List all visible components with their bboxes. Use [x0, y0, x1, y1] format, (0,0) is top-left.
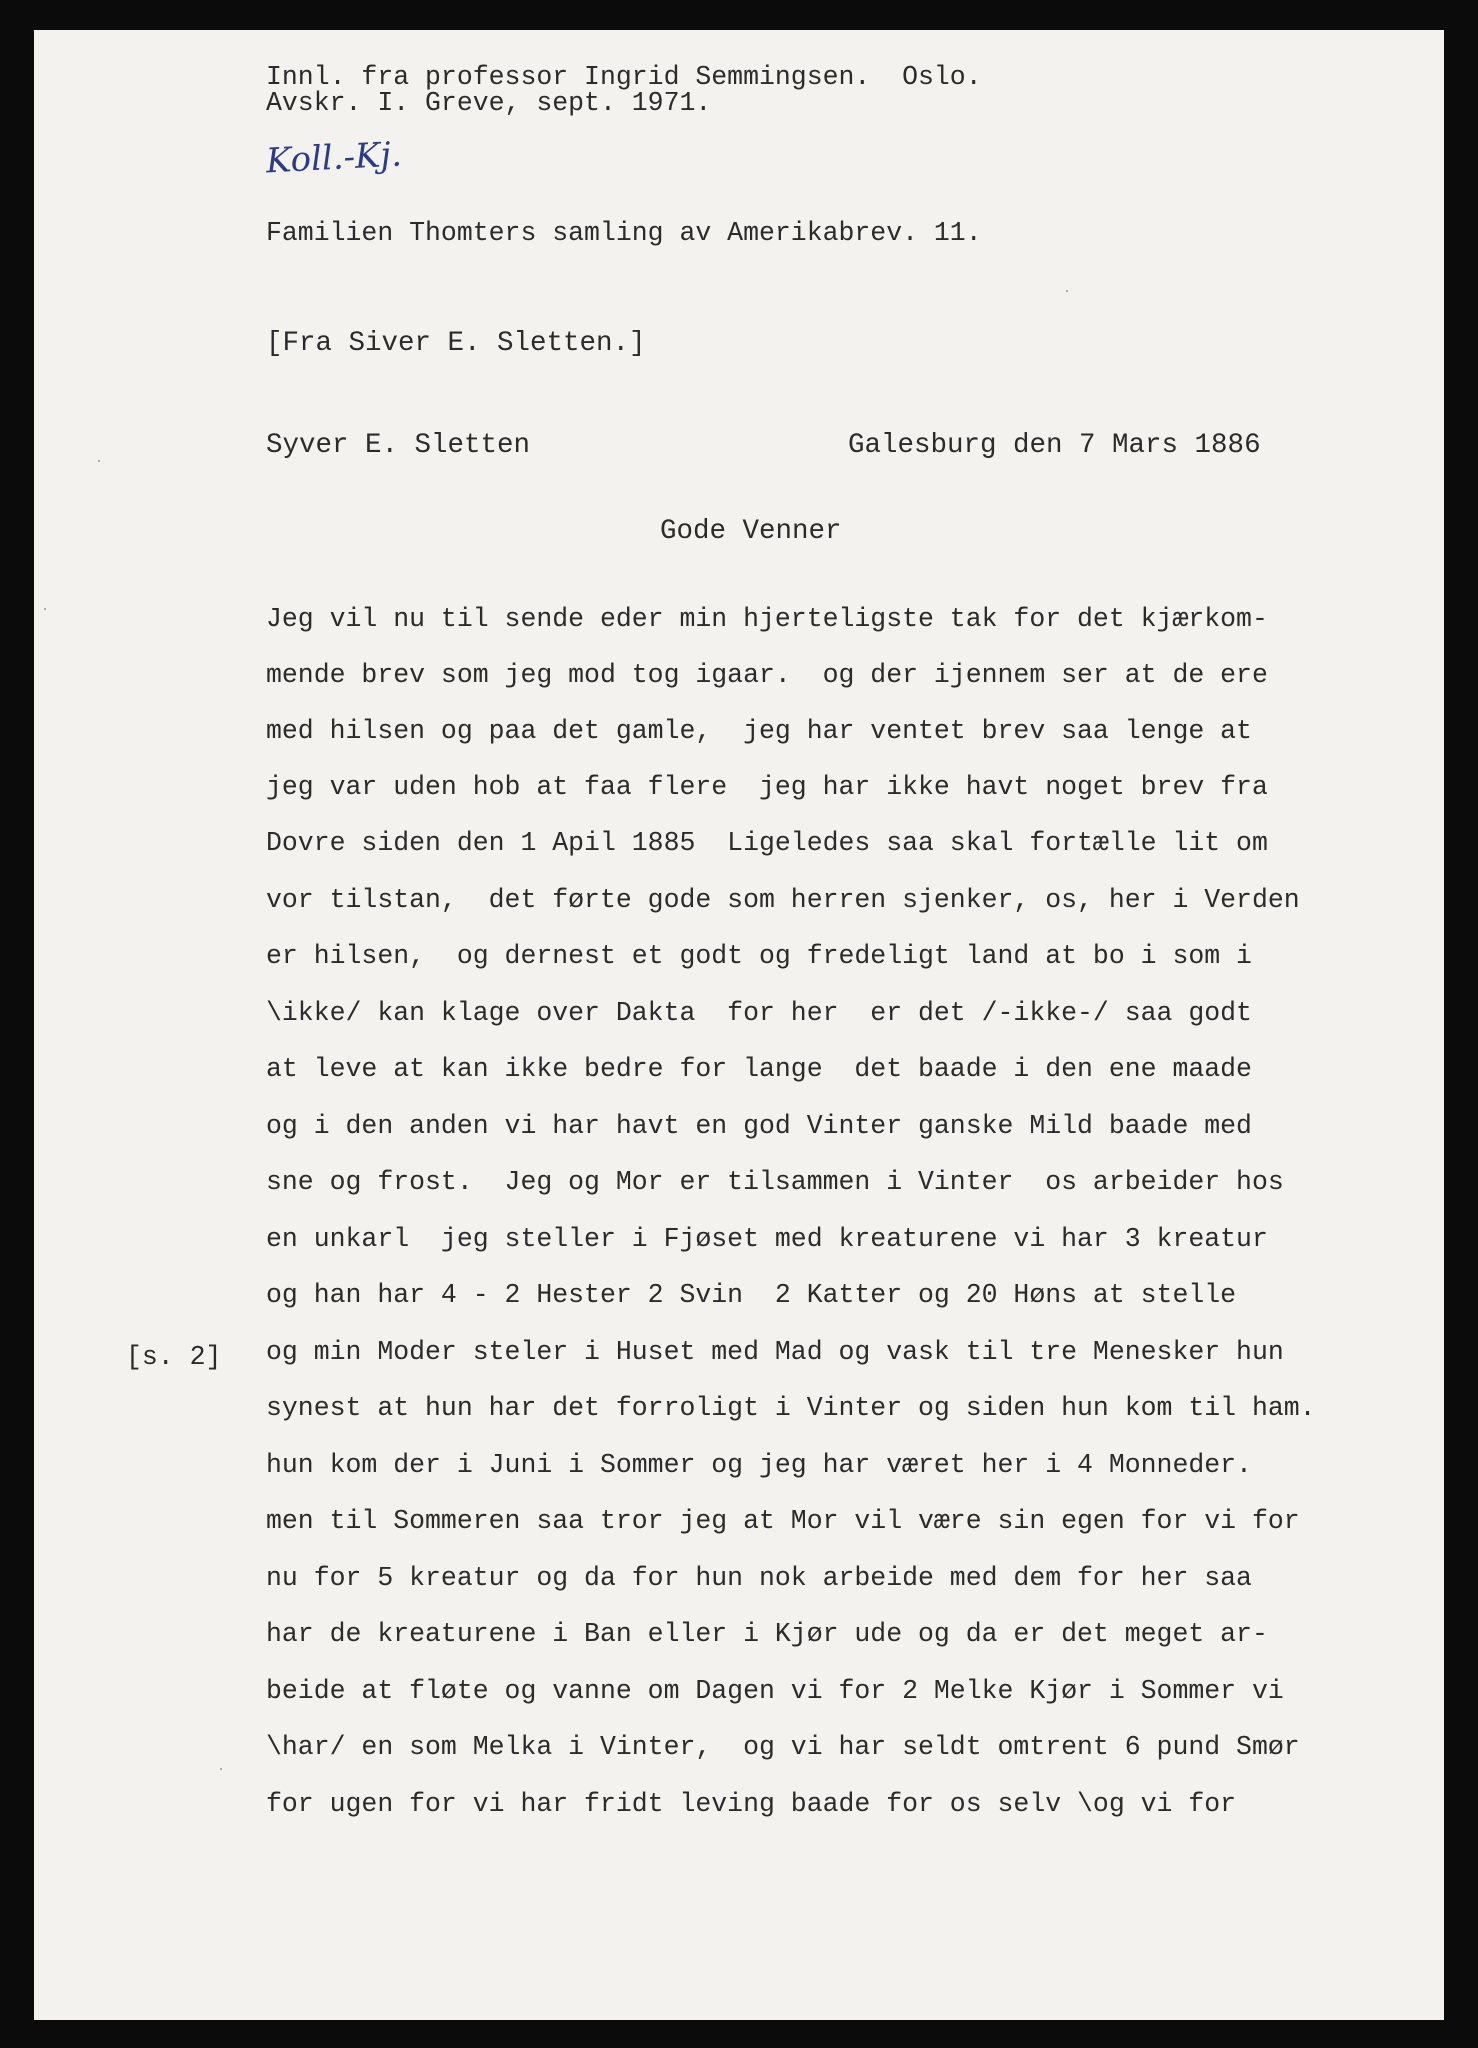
body-line: Jeg vil nu til sende eder min hjerteligste tak for det kjærkom- [266, 604, 1268, 634]
paper-speck [220, 1768, 222, 1770]
document-page [34, 30, 1444, 2020]
body-line: har de kreaturene i Ban eller i Kjør ude og da er det meget ar- [266, 1619, 1268, 1649]
body-line: og i den anden vi har havt en god Vinter ganske Mild baade med [266, 1111, 1252, 1141]
body-line: og min Moder steler i Huset med Mad og vask til tre Menesker hun [266, 1337, 1284, 1367]
handwritten-annotation: Koll.-Kj. [265, 134, 403, 182]
letter-from-line: [Fra Siver E. Sletten.] [266, 328, 646, 359]
body-line: \ikke/ kan klage over Dakta for her er det /-ikke-/ saa godt [266, 998, 1252, 1028]
letter-sender: Syver E. Sletten [266, 430, 531, 461]
body-line: synest at hun har det forroligt i Vinter og siden hun kom til ham. [266, 1393, 1316, 1423]
body-line: Dovre siden den 1 Apil 1885 Ligeledes saa skal fortælle lit om [266, 828, 1268, 858]
body-line: hun kom der i Juni i Sommer og jeg har været her i 4 Monneder. [266, 1450, 1252, 1480]
body-line: jeg var uden hob at faa flere jeg har ikke havt noget brev fra [266, 772, 1268, 802]
body-line: \har/ en som Melka i Vinter, og vi har seldt omtrent 6 pund Smør [266, 1732, 1300, 1762]
body-line: for ugen for vi har fridt leving baade for os selv \og vi for [266, 1789, 1237, 1819]
body-line: at leve at kan ikke bedre for lange det baade i den ene maade [266, 1054, 1252, 1084]
header-line-1: Innl. fra professor Ingrid Semmingsen. Oslo. [266, 62, 982, 92]
body-line: sne og frost. Jeg og Mor er tilsammen i Vinter os arbeider hos [266, 1167, 1284, 1197]
letter-salutation: Gode Venner [660, 516, 842, 547]
paper-speck [44, 608, 46, 610]
body-line: nu for 5 kreatur og da for hun nok arbeide med dem for her saa [266, 1563, 1252, 1593]
body-line: mende brev som jeg mod tog igaar. og der ijennem ser at de ere [266, 660, 1268, 690]
collection-title: Familien Thomters samling av Amerikabrev. 11. [266, 218, 982, 248]
paper-speck [98, 460, 100, 462]
body-line: med hilsen og paa det gamle, jeg har ventet brev saa lenge at [266, 716, 1252, 746]
body-line: men til Sommeren saa tror jeg at Mor vil være sin egen for vi for [266, 1506, 1300, 1536]
body-line: er hilsen, og dernest et godt og fredeligt land at bo i som i [266, 941, 1252, 971]
header-line-2: Avskr. I. Greve, sept. 1971. [266, 88, 712, 118]
body-line: en unkarl jeg steller i Fjøset med kreaturene vi har 3 kreatur [266, 1224, 1268, 1254]
paper-speck [1066, 290, 1068, 292]
page-marker: [s. 2] [126, 1342, 222, 1372]
body-line: beide at fløte og vanne om Dagen vi for 2 Melke Kjør i Sommer vi [266, 1676, 1284, 1706]
letter-place-date: Galesburg den 7 Mars 1886 [848, 430, 1261, 461]
body-line: og han har 4 - 2 Hester 2 Svin 2 Katter og 20 Høns at stelle [266, 1280, 1237, 1310]
body-line: vor tilstan, det førte gode som herren sjenker, os, her i Verden [266, 885, 1300, 915]
